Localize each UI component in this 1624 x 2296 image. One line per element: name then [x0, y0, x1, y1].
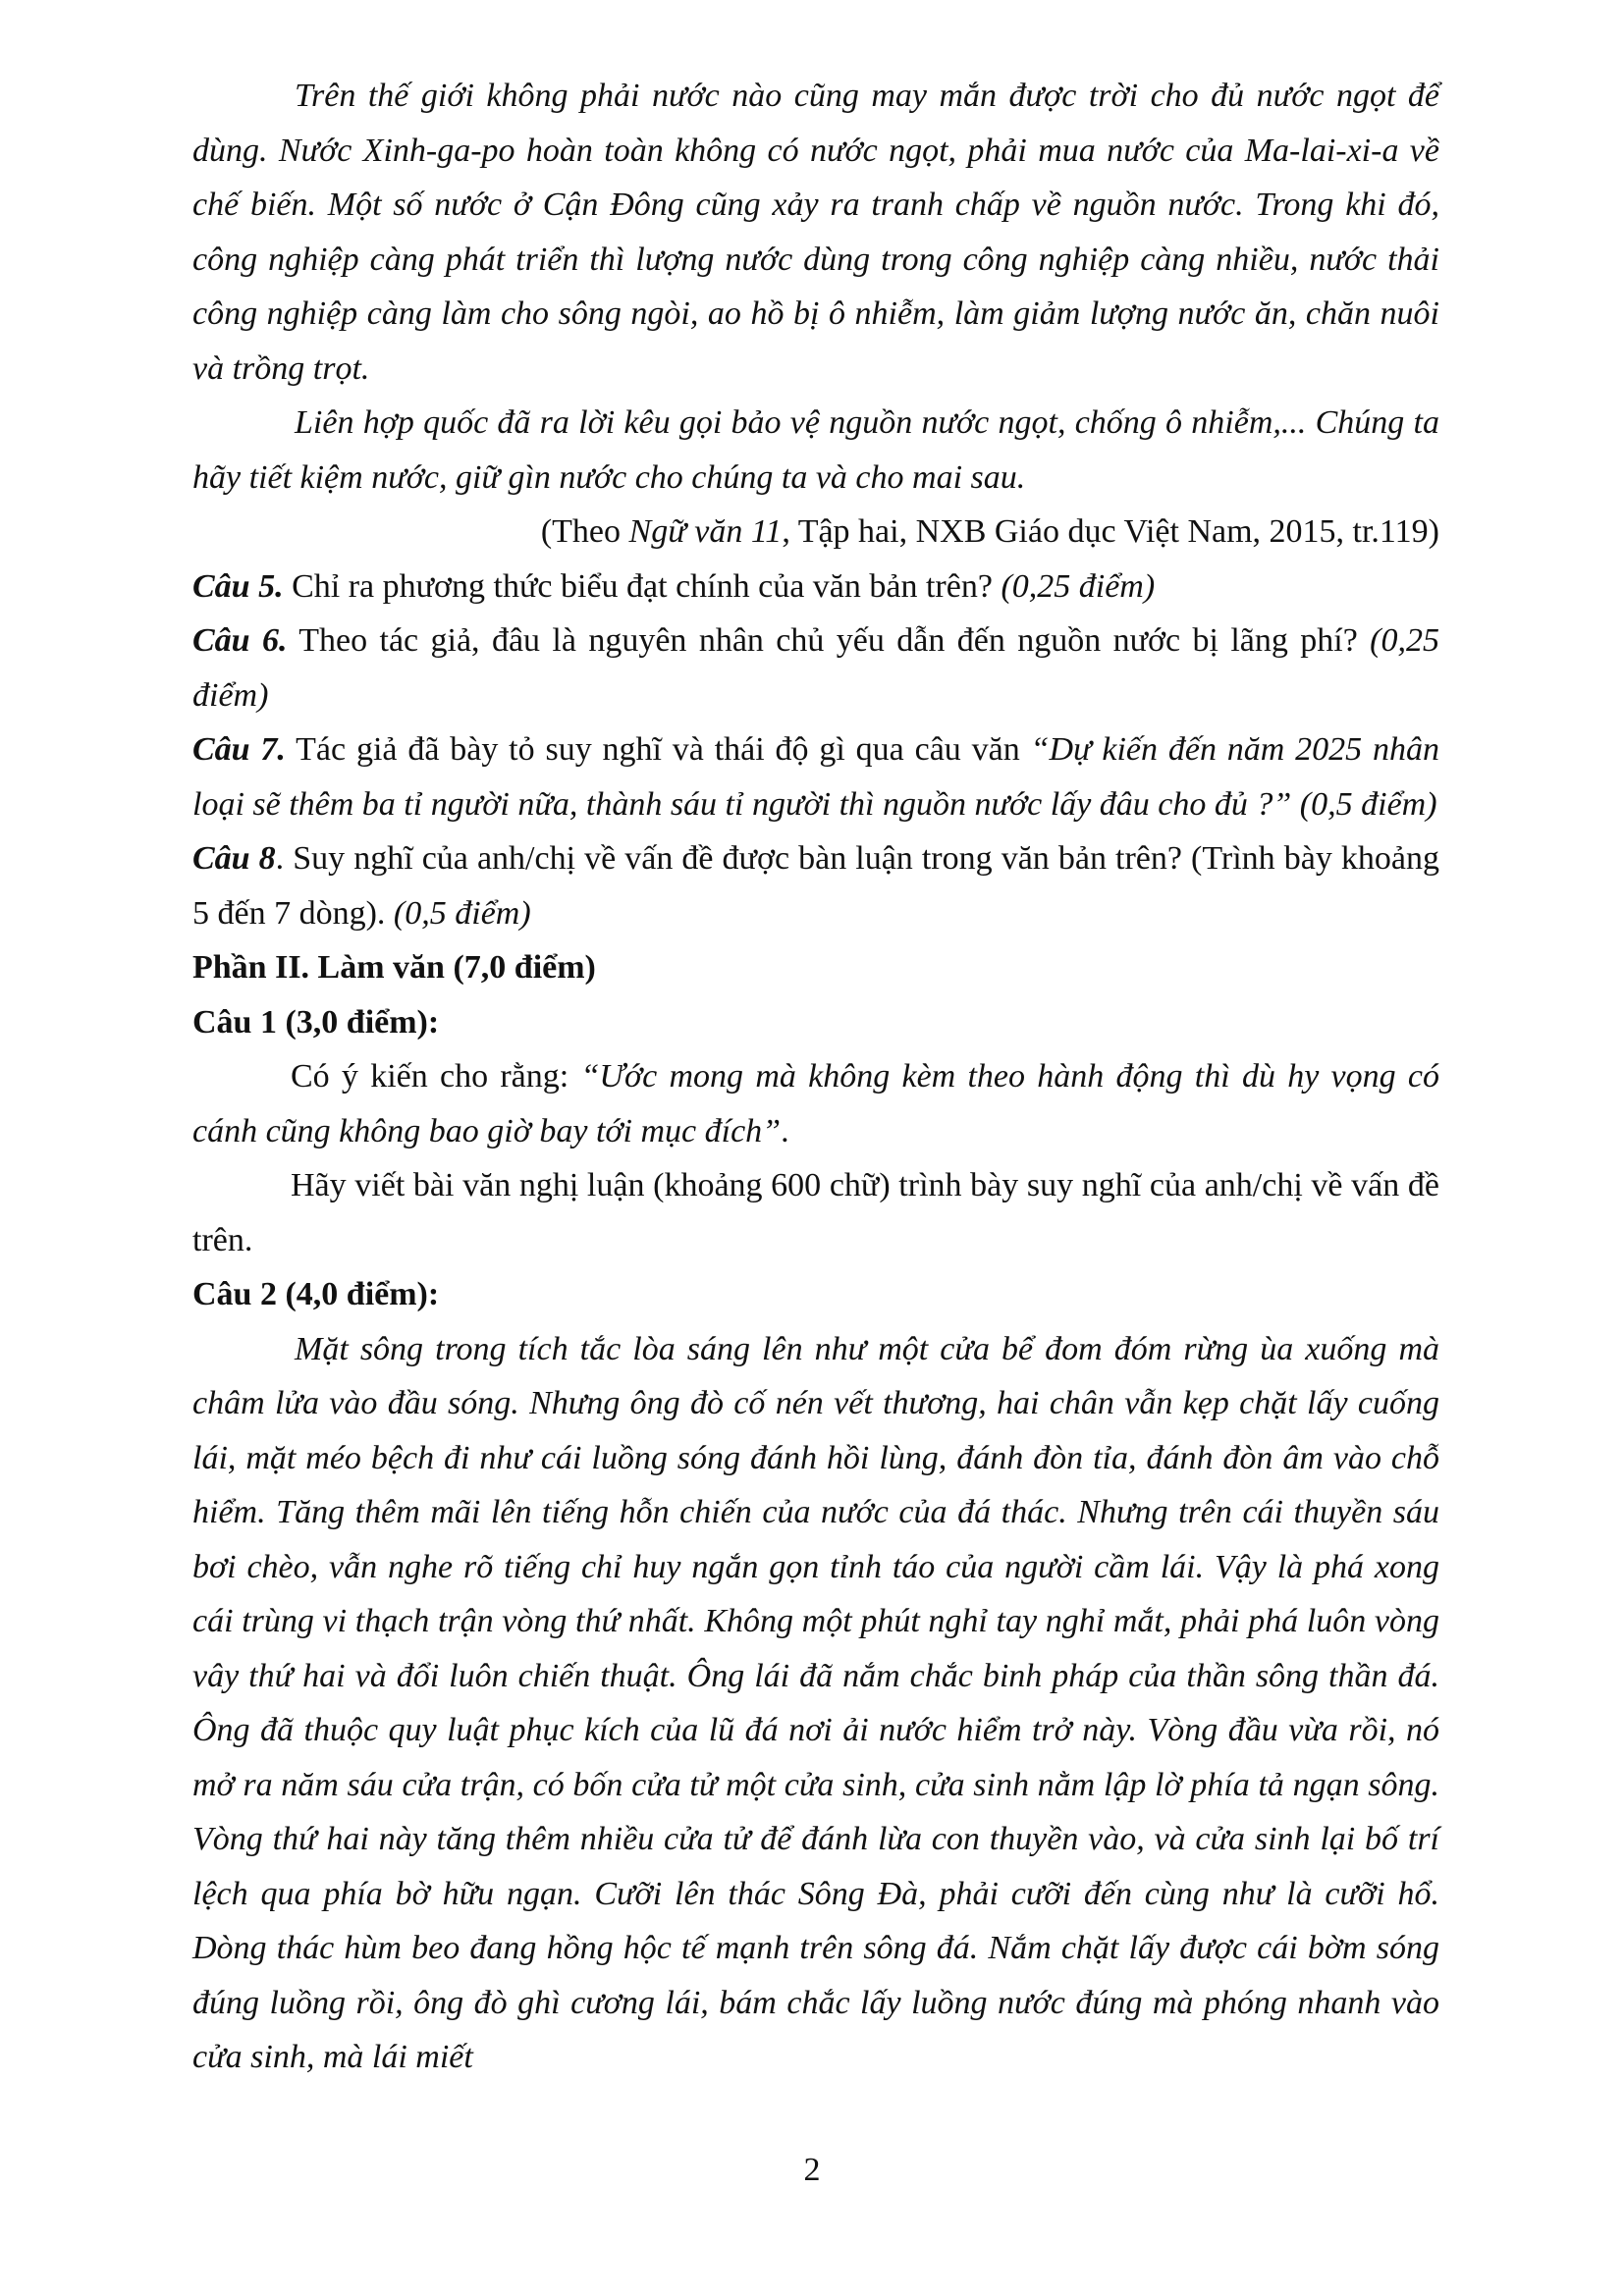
essay-1-intro: Có ý kiến cho rằng:	[291, 1058, 581, 1095]
question-5-text: Chỉ ra phương thức biểu đạt chính của văn bản trên?	[283, 567, 1001, 605]
question-7-text: Tác giả đã bày tỏ suy nghĩ và thái độ gì qua câu văn	[285, 731, 1031, 768]
question-7-score: (0,5 điểm)	[1291, 785, 1437, 823]
essay-1-quote: “Ước mong mà không kèm theo hành động thì dù hy vọng có cánh cũng không bao giờ bay tới mục đích”	[192, 1058, 1439, 1149]
question-7-quote: “Dự kiến đến năm 2025 nhân loại sẽ thêm ba tỉ người nữa, thành sáu tỉ người thì nguồn nước lấy đâu cho đủ ?”	[192, 731, 1440, 823]
question-7	[192, 722, 1439, 831]
essay-2-passage: Mặt sông trong tích tắc lòa sáng lên như một cửa bể đom đóm rừng ùa xuống mà châm lửa vào đầu sóng. Nhưng ông đò cố nén vết thương, hai chân vẫn kẹp chặt lấy cuống lái, mặt méo bệch đi như cái luồng sóng đánh hồi lùng, đánh đòn tỉa, đánh đòn âm vào chỗ hiểm. Tăng thêm mãi lên tiếng hỗn chiến của nước của đá thác. Nhưng trên cái thuyền sáu bơi chèo, vẫn nghe rõ tiếng chỉ huy ngắn gọn tỉnh táo của người cầm lái. Vậy là phá xong cái trùng vi thạch trận vòng thứ nhất. Không một phút nghỉ tay nghỉ mắt, phải phá luôn vòng vây thứ hai và đổi luôn chiến thuật. Ông lái đã nắm chắc binh pháp của thần sông thần đá. Ông đã thuộc quy luật phục kích của lũ đá nơi ải nước hiểm trở này. Vòng đầu vừa rồi, nó mở ra năm sáu cửa trận, có bốn cửa tử một cửa sinh, cửa sinh nằm lập lờ phía tả ngạn sông. Vòng thứ hai này tăng thêm nhiều cửa tử để đánh lừa con thuyền vào, và cửa sinh lại bố trí lệch qua phía bờ hữu ngạn. Cưỡi lên thác Sông Đà, phải cưỡi đến cùng như là cưỡi hổ. Dòng thác hùm beo đang hồng hộc tế mạnh trên sông đá. Nắm chặt lấy được cái bờm sóng đúng luồng rồi, ông đò ghì cương lái, bám chắc lấy luồng nước đúng mà phóng nhanh vào cửa sinh, mà lái miết	[192, 1330, 1439, 2075]
reading-paragraph-1: Trên thế giới không phải nước nào cũng may mắn được trời cho đủ nước ngọt để dùng. Nước Xinh-ga-po hoàn toàn không có nước ngọt, phải mua nước của Ma-lai-xi-a về chế biến. Một số nước ở Cận Đông cũng xảy ra tranh chấp về nguồn nước. Trong khi đó, công nghiệp càng phát triển thì lượng nước dùng trong công nghiệp càng nhiều, nước thải công nghiệp càng làm cho sông ngòi, ao hồ bị ô nhiễm, làm giảm lượng nước ăn, chăn nuôi và trồng trọt.	[192, 78, 1439, 387]
question-6-score: (0,25 điểm)	[192, 622, 1439, 714]
document-page	[192, 69, 1439, 2085]
essay-1-heading: Câu 1 (3,0 điểm):	[192, 1003, 440, 1041]
essay-1-task: Hãy viết bài văn nghị luận (khoảng 600 chữ) trình bày suy nghĩ của anh/chị về vấn đề trên.	[192, 1167, 1439, 1258]
essay-1-prompt	[192, 1049, 1439, 1158]
question-7-label: Câu 7.	[192, 731, 286, 768]
source-citation	[192, 505, 1439, 560]
question-5-label: Câu 5.	[192, 567, 284, 605]
question-5-score: (0,25 điểm)	[1001, 567, 1156, 605]
source-book-title: Ngữ văn 11	[628, 513, 783, 550]
question-6-label: Câu 6.	[192, 622, 288, 659]
source-suffix: , Tập hai, NXB Giáo dục Việt Nam, 2015, tr.119)	[782, 513, 1439, 550]
question-6	[192, 614, 1439, 722]
essay-1-end: .	[781, 1112, 789, 1149]
question-8	[192, 831, 1439, 940]
page-number: 2	[803, 2152, 821, 2188]
essay-2-heading: Câu 2 (4,0 điểm):	[192, 1276, 440, 1312]
source-prefix: (Theo	[540, 513, 629, 550]
question-5	[192, 560, 1439, 614]
question-8-score: (0,5 điểm)	[393, 894, 531, 932]
part-2-heading: Phần II. Làm văn (7,0 điểm)	[192, 949, 596, 986]
question-8-text: . Suy nghĩ của anh/chị về vấn đề được bàn luận trong văn bản trên? (Trình bày khoảng 5 đến 7 dòng).	[192, 840, 1439, 932]
question-6-text: Theo tác giả, đâu là nguyên nhân chủ yếu dẫn đến nguồn nước bị lãng phí?	[287, 622, 1371, 659]
question-8-label: Câu 8	[192, 840, 276, 877]
reading-paragraph-2: Liên hợp quốc đã ra lời kêu gọi bảo vệ nguồn nước ngọt, chống ô nhiễm,... Chúng ta hãy tiết kiệm nước, giữ gìn nước cho chúng ta và cho mai sau.	[192, 404, 1439, 496]
